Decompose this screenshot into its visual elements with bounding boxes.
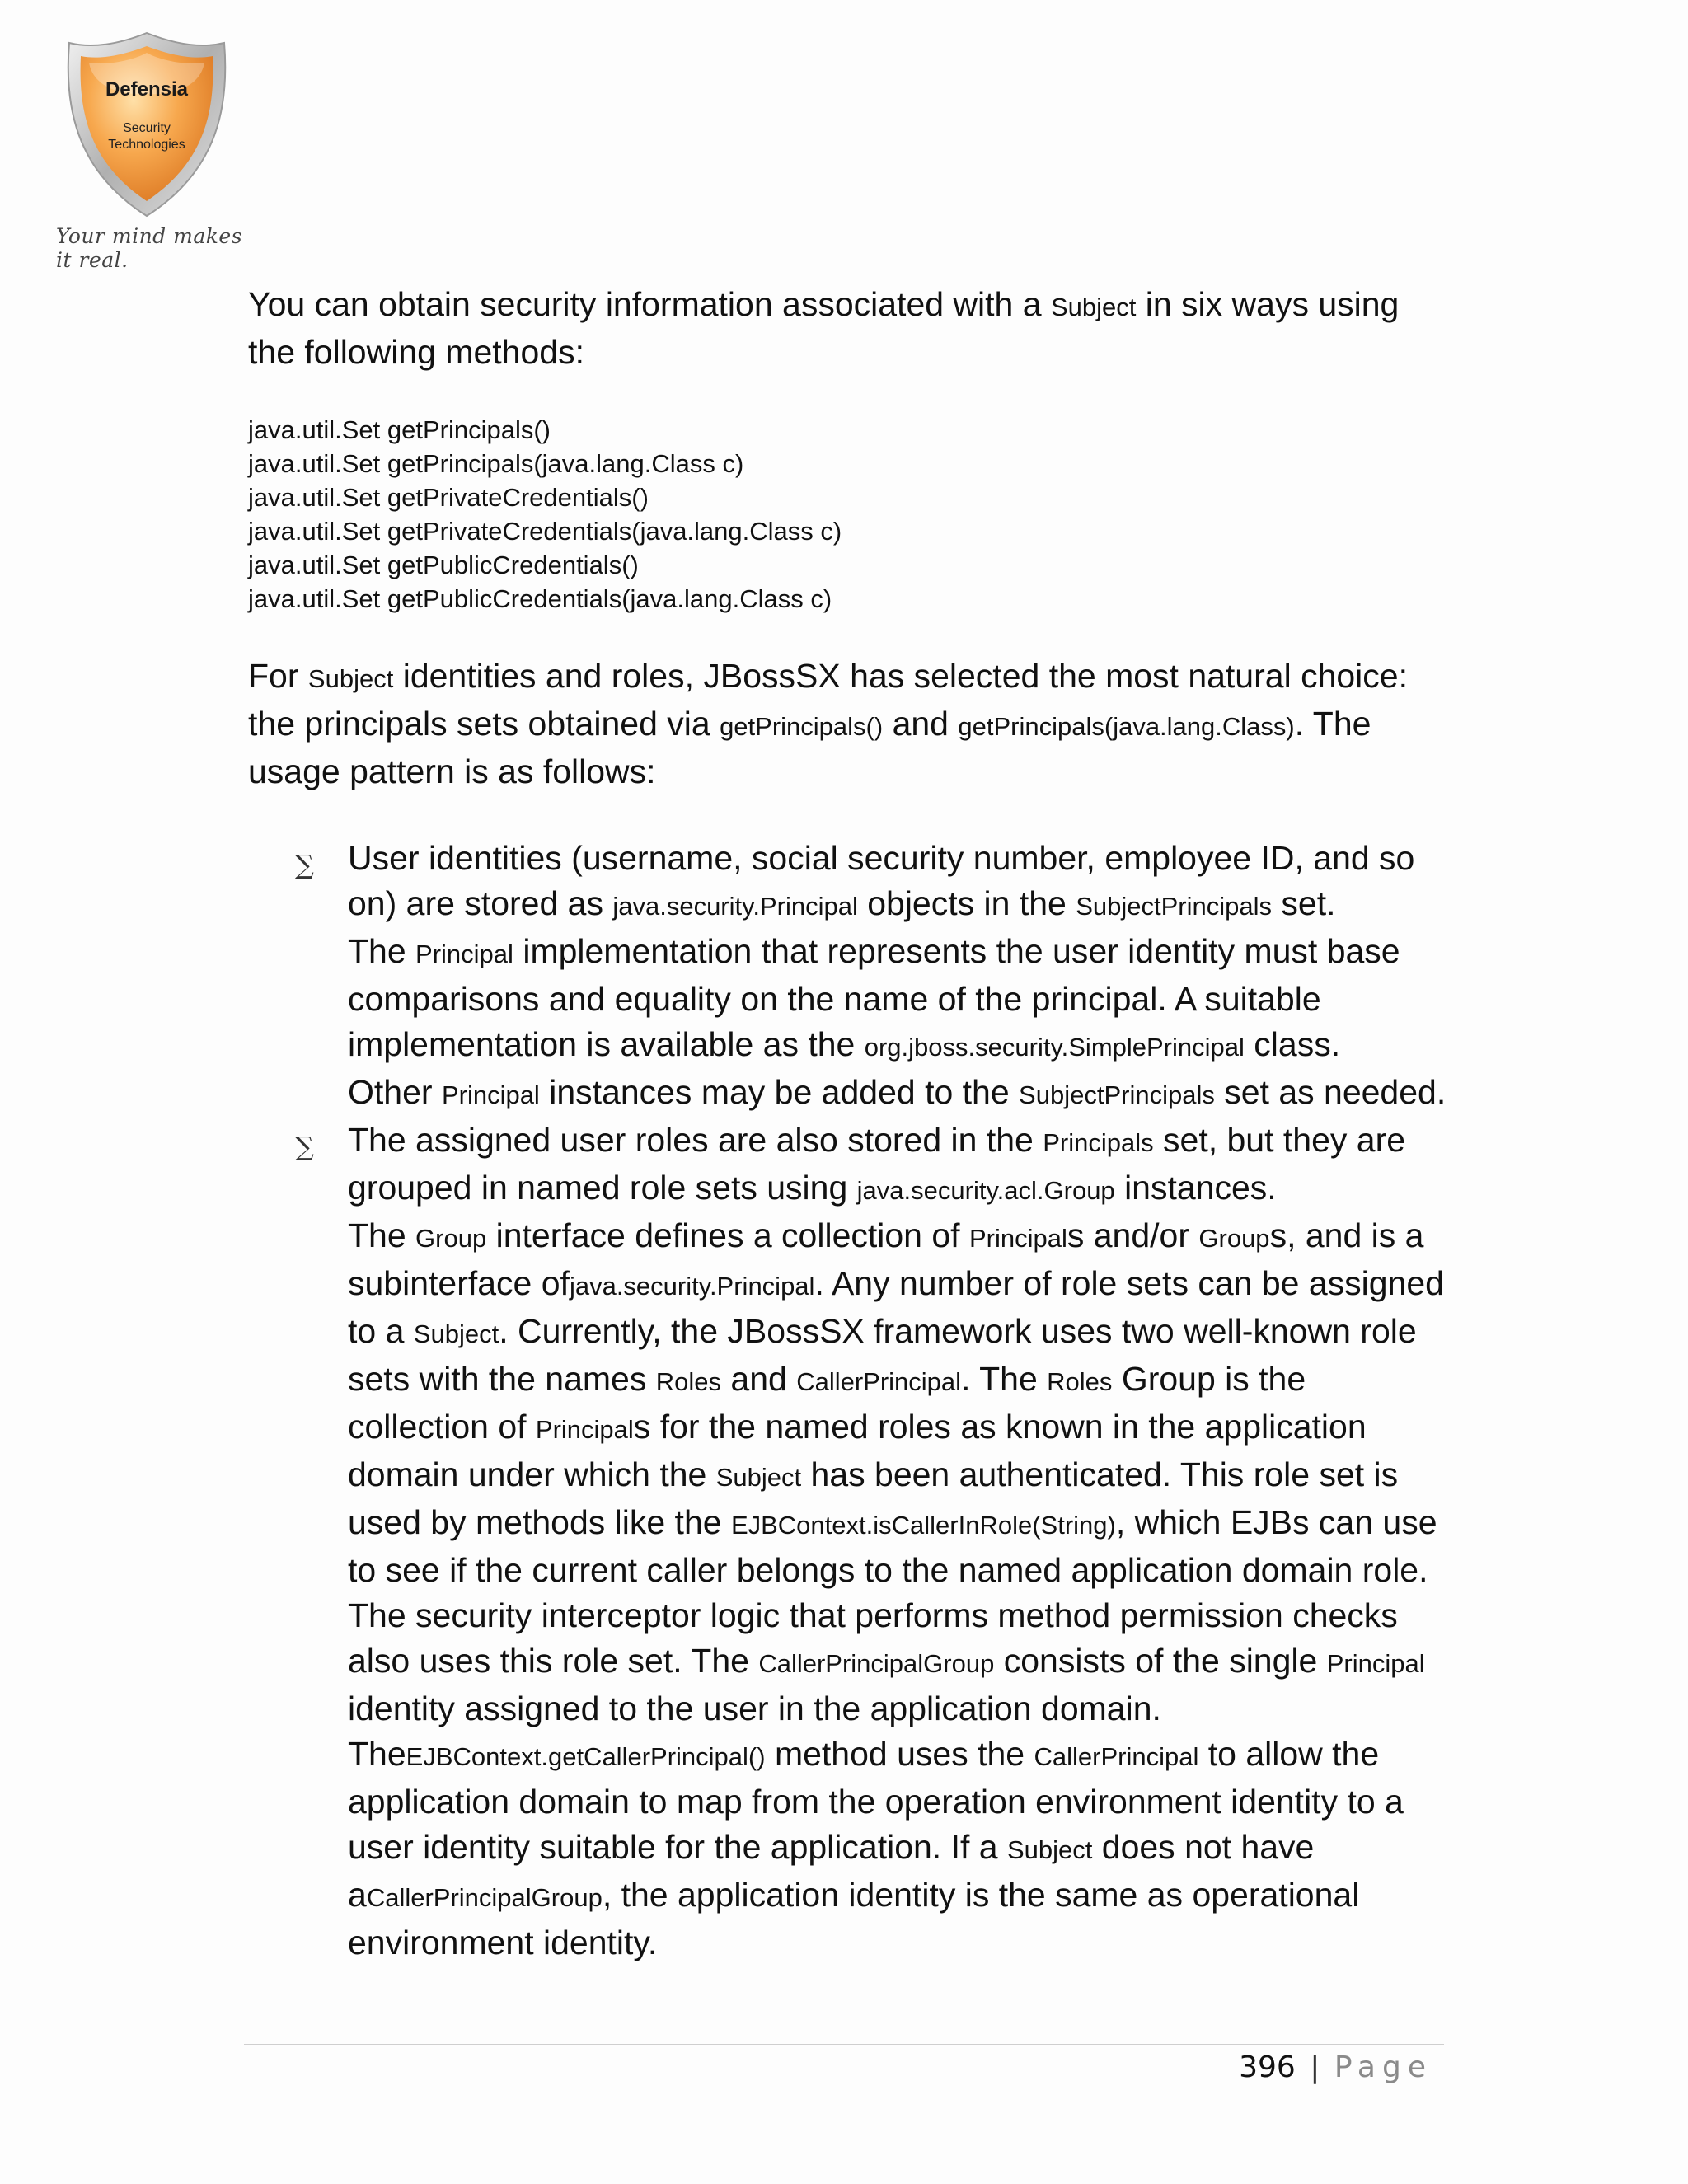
text-run: identity assigned to the user in the application domain. The: [348, 1690, 1161, 1773]
code-run: Roles: [655, 1367, 721, 1396]
item-line: [348, 1213, 1451, 1966]
text-run: consists of the single: [994, 1642, 1327, 1680]
code-run: org.jboss.security.SimplePrincipal: [864, 1033, 1245, 1062]
code-run: java.security.Principal: [612, 892, 858, 921]
code-run: getPrincipals(): [720, 712, 884, 741]
code-run: Principal: [415, 940, 513, 968]
code-run: SubjectPrincipals: [1076, 892, 1273, 921]
code-run: CallerPrincipalGroup: [758, 1649, 995, 1678]
page-number: 396: [1239, 2050, 1296, 2084]
text-run: , which EJBs can use to see if the current caller belongs to the named application domain role. The security interceptor logic that performs method permission checks also uses this role set. The: [348, 1503, 1437, 1680]
method-line: java.util.Set getPrivateCredentials(): [248, 483, 649, 512]
text-run: method uses the: [765, 1735, 1034, 1773]
code-run: Subject: [1006, 1835, 1093, 1864]
method-line: java.util.Set getPrivateCredentials(java.lang.Class c): [248, 517, 842, 546]
text-run: instances may be added to the: [539, 1073, 1020, 1111]
list-item: [248, 1118, 1451, 1966]
item-line: [348, 836, 1451, 929]
code-run: CallerPrincipal: [1034, 1742, 1199, 1771]
logo-line1: Security: [123, 121, 171, 135]
page-content: [248, 282, 1451, 1966]
text-run: s for the named roles as known in the application domain under which the: [348, 1408, 1367, 1493]
code-subject: Subject: [1050, 293, 1137, 321]
list-item: [248, 836, 1451, 1118]
code-run: getPrincipals(java.lang.Class): [958, 712, 1295, 741]
footer-separator: |: [1310, 2050, 1320, 2084]
logo-tagline: Your mind makes it real.: [56, 224, 243, 272]
page-footer: [1239, 2047, 1432, 2088]
text-run: set, but they are grouped in named role sets using: [348, 1121, 1406, 1207]
code-run: Group: [1198, 1224, 1270, 1253]
code-run: CallerPrincipalGroup: [366, 1883, 603, 1912]
text-run: set as needed.: [1214, 1073, 1447, 1111]
method-line: java.util.Set getPrincipals(): [248, 415, 551, 444]
code-run: Subject: [413, 1319, 499, 1348]
footer-divider: [244, 2044, 1444, 2045]
code-run: Roles: [1047, 1367, 1113, 1396]
item-line: [348, 1070, 1451, 1118]
method-line: java.util.Set getPrincipals(java.lang.Class c): [248, 449, 744, 478]
text-run: For: [248, 657, 308, 695]
page-label: Page: [1334, 2050, 1432, 2084]
text-run: The assigned user roles are also stored in the: [348, 1121, 1043, 1159]
code-run: Subject: [307, 664, 394, 693]
code-run: java.security.Principal: [569, 1272, 815, 1301]
text-run: The: [348, 1216, 416, 1254]
text-run: does not have a: [348, 1828, 1315, 1914]
text-run: and: [883, 705, 959, 743]
text-run: class.: [1244, 1025, 1341, 1063]
text-run: Other: [348, 1073, 442, 1111]
method-line: java.util.Set getPublicCredentials(): [248, 551, 639, 579]
code-run: Group: [415, 1224, 487, 1253]
code-run: Principals: [1043, 1128, 1154, 1157]
bullet-list: [248, 836, 1451, 1966]
code-run: Principal: [535, 1415, 634, 1444]
text-run: has been authenticated. This role set is used by methods like the: [348, 1455, 1399, 1541]
sigma-bullet-icon: ∑: [295, 1131, 314, 1162]
shield-logo-icon: [56, 30, 237, 219]
usage-paragraph: [248, 654, 1451, 794]
code-run: Subject: [715, 1463, 802, 1492]
method-line: java.util.Set getPublicCredentials(java.lang.Class c): [248, 584, 832, 613]
intro-paragraph: [248, 282, 1451, 375]
text-run: set.: [1272, 884, 1336, 922]
code-run: SubjectPrincipals: [1019, 1080, 1215, 1109]
code-run: CallerPrincipal: [796, 1367, 962, 1396]
text-run: instances.: [1114, 1169, 1277, 1207]
method-list: [248, 413, 1451, 616]
logo-line2: Technologies: [108, 138, 185, 152]
text-run: interface defines a collection of: [486, 1216, 969, 1254]
text-run: . The: [961, 1360, 1048, 1398]
code-run: Principal: [968, 1224, 1067, 1253]
code-run: Principal: [1326, 1649, 1425, 1678]
text-run: identities and roles, JBossSX has selected the most natural choice: the principals sets obtained via: [248, 657, 1408, 743]
intro-text: You can obtain security information associated with a: [248, 285, 1051, 323]
intro-text: in six ways using the following methods:: [248, 285, 1400, 371]
code-run: Principal: [441, 1080, 540, 1109]
text-run: s, and is a subinterface of: [348, 1216, 1424, 1302]
code-run: java.security.acl.Group: [856, 1176, 1115, 1205]
text-run: objects in the: [857, 884, 1076, 922]
code-run: EJBContext.getCallerPrincipal(): [406, 1742, 766, 1771]
item-line: [348, 1118, 1451, 1213]
text-run: Group is the collection of: [348, 1360, 1306, 1446]
text-run: The: [348, 932, 416, 970]
text-run: User identities (username, social security number, employee ID, and so on) are stored as: [348, 839, 1415, 922]
text-run: , the application identity is the same as operational environment identity.: [348, 1876, 1360, 1961]
text-run: and: [721, 1360, 797, 1398]
code-run: EJBContext.isCallerInRole(String): [730, 1511, 1116, 1540]
logo-brand: Defensia: [105, 78, 189, 101]
sigma-bullet-icon: ∑: [295, 849, 314, 880]
text-run: . Any number of role sets can be assigned to a: [348, 1264, 1444, 1350]
text-run: implementation that represents the user identity must base comparisons and equality on the name of the principal. A suitable implementation is available as the: [348, 932, 1400, 1063]
item-line: [348, 929, 1451, 1070]
text-run: to allow the application domain to map from the operation environment identity to a user identity suitable for the application. If a: [348, 1735, 1404, 1866]
company-logo: [56, 30, 237, 252]
text-run: . Currently, the JBossSX framework uses two well-known role sets with the names: [348, 1312, 1417, 1398]
text-run: s and/or: [1067, 1216, 1199, 1254]
text-run: . The usage pattern is as follows:: [248, 705, 1372, 790]
